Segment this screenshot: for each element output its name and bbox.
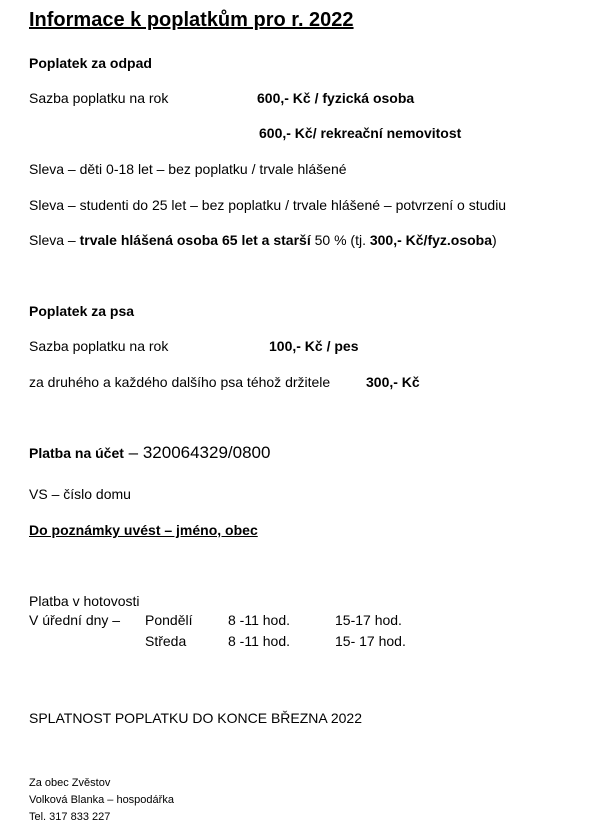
footer-line-1: Za obec Zvěstov [29,777,111,789]
footer-line-3: Tel. 317 833 227 [29,811,111,823]
account-label: Platba na účet [29,445,124,461]
waste-discount-students: Sleva – studenti do 25 let – bez poplatku / trvale hlášené – potvrzení o studiu [29,197,507,213]
account-number: 320064329/0800 [142,443,271,462]
cash-day-wednesday: Středa [145,633,187,649]
cash-monday-morning: 8 -11 hod. [228,612,291,628]
account-line [29,443,270,463]
cash-day-monday: Pondělí [145,612,193,628]
cash-wednesday-morning: 8 -11 hod. [228,633,291,649]
cash-monday-afternoon: 15-17 hod. [335,612,402,628]
vs-text: VS – číslo domu [29,486,131,502]
discount-seniors-amount: 300,- Kč/fyz.osoba [369,232,493,248]
page-title: Informace k poplatkům pro r. 2022 [29,9,354,31]
cash-wednesday-afternoon: 15- 17 hod. [335,633,406,649]
discount-seniors-bold: trvale hlášená osoba 65 let a starší [79,232,311,248]
dog-second-value: 300,- Kč [366,374,420,390]
account-dash: – [123,443,143,462]
office-days: V úřední dny – [29,612,121,628]
waste-discount-seniors [29,232,497,248]
deadline-text: SPLATNOST POPLATKU DO KONCE BŘEZNA 2022 [29,710,362,726]
waste-rate-recreation: 600,- Kč/ rekreační nemovitost [259,125,462,141]
dog-rate-label: Sazba poplatku na rok [29,338,169,354]
waste-rate-label: Sazba poplatku na rok [29,90,169,106]
payment-note: Do poznámky uvést – jméno, obec [29,522,258,538]
dog-heading: Poplatek za psa [29,303,135,319]
discount-seniors-prefix: Sleva – [29,232,80,248]
waste-discount-children: Sleva – děti 0-18 let – bez poplatku / trvale hlášené [29,161,347,177]
footer-line-2: Volková Blanka – hospodářka [29,794,174,806]
dog-second-label: za druhého a každého dalšího psa téhož držitele [29,374,331,390]
dog-rate-value: 100,- Kč / pes [269,338,359,354]
cash-heading: Platba v hotovosti [29,593,140,609]
discount-seniors-mid: 50 % (tj. [310,232,370,248]
waste-heading: Poplatek za odpad [29,55,152,71]
waste-rate-person: 600,- Kč / fyzická osoba [257,90,415,106]
discount-seniors-suffix: ) [492,232,497,248]
